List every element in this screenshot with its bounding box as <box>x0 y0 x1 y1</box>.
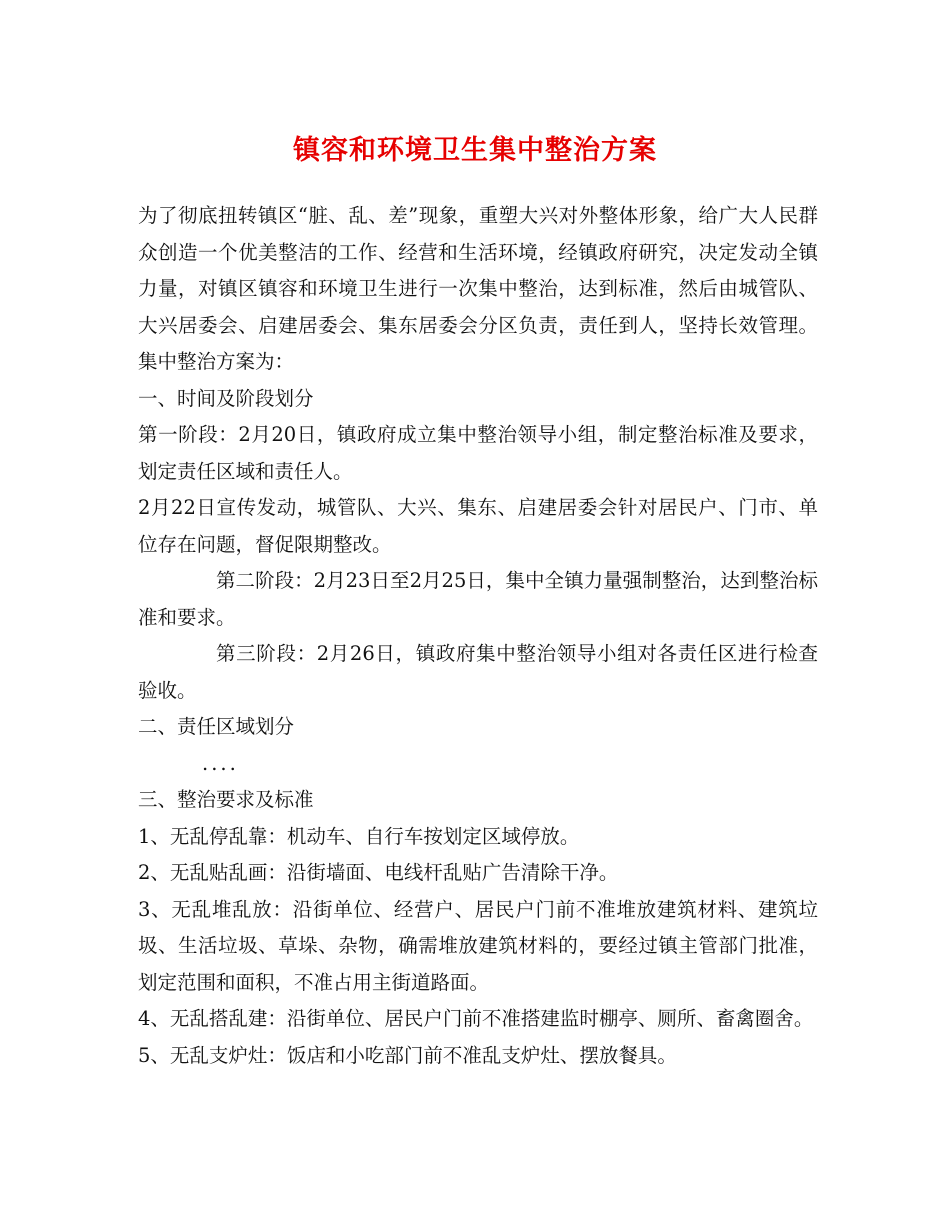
requirement-item-1: 1、无乱停乱靠：机动车、自行车按划定区域停放。 <box>138 824 580 848</box>
requirement-item-5: 5、无乱支炉灶：饭店和小吃部门前不准乱支炉灶、摆放餐具。 <box>138 1043 677 1067</box>
section-heading-requirements: 三、整治要求及标准 <box>138 788 314 811</box>
requirement-item-4: 4、无乱搭乱建：沿街单位、居民户门前不准搭建监时棚亭、厕所、畜禽圈舍。 <box>138 1007 814 1030</box>
omission-dots: .... <box>202 751 239 775</box>
stage-two-paragraph: 第二阶段：2月23日至2月25日，集中全镇力量强制整治，达到整治标准和要求。 <box>138 569 818 629</box>
document-body <box>138 198 818 1074</box>
stage-three-paragraph: 第三阶段：2月26日，镇政府集中整治领导小组对各责任区进行检查验收。 <box>138 642 818 702</box>
document-title: 镇容和环境卫生集中整治方案 <box>293 135 657 166</box>
section-heading-time: 一、时间及阶段划分 <box>138 386 314 410</box>
requirement-item-3: 3、无乱堆乱放：沿街单位、经营户、居民户门前不准堆放建筑材料、建筑垃圾、生活垃圾、草垛、杂物，确需堆放建筑材料的，要经过镇主管部门批准，划定范围和面积，不准占用主街道路面。 <box>138 897 818 994</box>
section-heading-zones: 二、责任区域划分 <box>138 715 295 738</box>
intro-paragraph: 为了彻底扭转镇区“脏、乱、差”现象，重塑大兴对外整体形象，给广大人民群众创造一个优美整洁的工作、经营和生活环境，经镇政府研究，决定发动全镇力量，对镇区镇容和环境卫生进行一次集中整治，达到标准，然后由城管队、大兴居委会、启建居委会、集东居委会分区负责，责任到人，坚持长效管理。集中整治方案为： <box>138 204 818 373</box>
publicity-paragraph: 2月22日宣传发动，城管队、大兴、集东、启建居委会针对居民户、门市、单位存在问题，督促限期整改。 <box>138 496 818 556</box>
stage-one-paragraph: 第一阶段：2月20日，镇政府成立集中整治领导小组，制定整治标准及要求，划定责任区域和责任人。 <box>138 423 818 483</box>
requirement-item-2: 2、无乱贴乱画：沿街墙面、电线杆乱贴广告清除干净。 <box>138 861 619 884</box>
